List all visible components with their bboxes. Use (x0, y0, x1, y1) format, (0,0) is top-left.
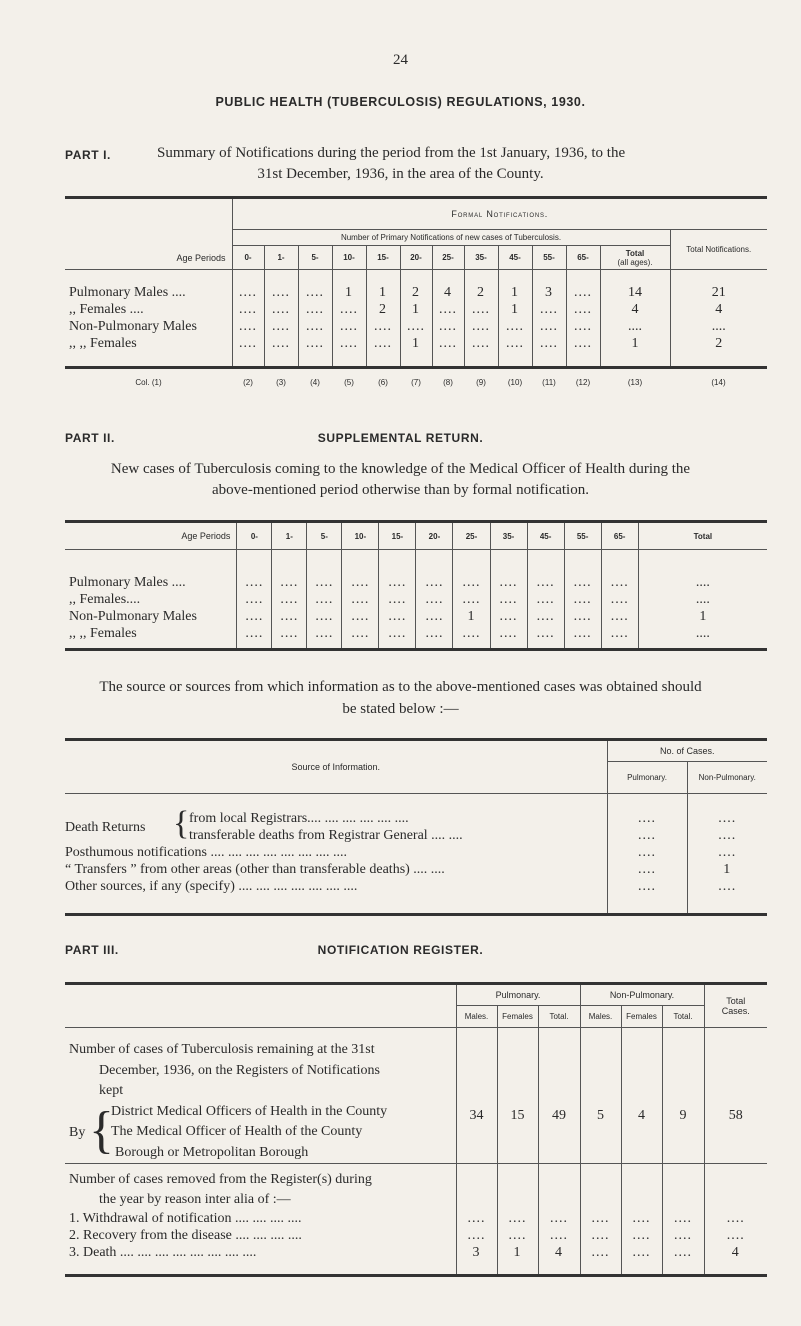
p1-age-col: 0- (232, 246, 264, 270)
cases-header: No. of Cases. (607, 740, 767, 762)
column-number: (4) (310, 378, 320, 387)
register-subcol: Females (621, 1006, 662, 1028)
p1-cell: .... (264, 284, 298, 301)
primary-notifications-header: Number of Primary Notifications of new cases of Tuberculosis. (232, 230, 670, 246)
register-subcol: Males. (580, 1006, 621, 1028)
p2-cell: .... (307, 625, 342, 642)
p1-age-col: 10- (332, 246, 366, 270)
p2-cell: .... (379, 625, 416, 642)
p1-age-col: 20- (400, 246, 432, 270)
p1-cell: .... (566, 301, 600, 318)
page-number: 24 (393, 52, 408, 68)
p2-cell: .... (601, 625, 638, 642)
p1-age-col: 55- (532, 246, 566, 270)
p2-total-header: Total (638, 522, 767, 550)
nonpulmonary-header: Non-Pulmonary. (687, 762, 767, 794)
p1-cell: 1 (400, 335, 432, 352)
p1-row-label: Non-Pulmonary Males (69, 318, 197, 334)
removed-value: .... (662, 1227, 704, 1244)
p1-cell: .... (566, 335, 600, 352)
source-label: Other sources, if any (specify) .... .... .... .... .... .... .... (65, 878, 358, 894)
remaining-line3: kept (99, 1083, 124, 1098)
removed-value: .... (621, 1227, 662, 1244)
part1-table (65, 196, 767, 369)
p1-total-cell: .... (600, 318, 670, 335)
removed-value: .... (580, 1227, 621, 1244)
p1-cell: .... (332, 318, 366, 335)
p2-row-label: Non-Pulmonary Males (69, 608, 197, 624)
p2-cell: 1 (453, 608, 490, 625)
source-nonpulmonary: .... (687, 810, 767, 827)
column-number: (8) (443, 378, 453, 387)
p1-cell: .... (366, 318, 400, 335)
part2-heading: SUPPLEMENTAL RETURN. (317, 431, 484, 445)
p2-cell: .... (564, 625, 601, 642)
source-label: transferable deaths from Registrar General .... .... (189, 827, 463, 843)
p2-cell: .... (272, 608, 307, 625)
p2-cell: .... (342, 574, 379, 591)
p2-cell: .... (527, 574, 564, 591)
p1-cell: .... (498, 318, 532, 335)
p2-total-cell: .... (638, 625, 767, 642)
p2-cell: .... (416, 608, 453, 625)
p2-cell: .... (237, 625, 272, 642)
source-header: Source of Information. (291, 762, 381, 772)
p1-total-cell: 14 (600, 284, 670, 301)
column-number: (6) (378, 378, 388, 387)
part1-intro-line1: Summary of Notifications during the period from the 1st January, 1936, to the (157, 145, 626, 161)
p2-cell: .... (601, 574, 638, 591)
p1-notif-cell: 21 (670, 284, 767, 301)
by-line1: District Medical Officers of Health in the County (111, 1103, 388, 1119)
removed-value: .... (621, 1244, 662, 1261)
register-nonpulmonary-header: Non-Pulmonary. (580, 984, 704, 1006)
p1-cell: .... (432, 335, 464, 352)
source-intro-line1: The source or sources from which information as to the above-mentioned cases was obtained should (99, 679, 702, 695)
p2-cell: .... (453, 574, 490, 591)
death-returns-label: Death Returns (65, 819, 146, 835)
p1-cell: .... (464, 301, 498, 318)
formal-notifications-header: Formal Notifications. (232, 198, 767, 230)
p1-cell: .... (264, 301, 298, 318)
part3-heading: NOTIFICATION REGISTER. (317, 943, 484, 957)
p1-notif-cell: .... (670, 318, 767, 335)
p1-cell: 2 (400, 284, 432, 301)
p1-cell: .... (264, 318, 298, 335)
removed-value: .... (456, 1227, 497, 1244)
p1-cell: .... (464, 335, 498, 352)
source-label: “ Transfers ” from other areas (other than transferable deaths) .... .... (65, 861, 445, 877)
pulmonary-header: Pulmonary. (607, 762, 687, 794)
p2-row-label: Pulmonary Males .... (69, 574, 186, 590)
register-pulmonary-header: Pulmonary. (456, 984, 580, 1006)
p2-cell: .... (379, 608, 416, 625)
register-subcol: Total. (662, 1006, 704, 1028)
p1-total-label: Total (625, 248, 645, 258)
p2-cell: .... (379, 574, 416, 591)
p1-cell: .... (366, 335, 400, 352)
p1-cell: 2 (464, 284, 498, 301)
p2-age-col: 35- (490, 522, 527, 550)
column-number: Col. (1) (135, 378, 162, 387)
p1-cell: .... (332, 301, 366, 318)
part2-intro-line1: New cases of Tuberculosis coming to the knowledge of the Medical Officer of Health during the (110, 461, 691, 477)
register-subcol: Females (497, 1006, 538, 1028)
p1-cell: .... (298, 284, 332, 301)
p1-age-col: 65- (566, 246, 600, 270)
part2-label: PART II. (65, 431, 115, 445)
p1-cell: .... (532, 301, 566, 318)
source-intro-line2: be stated below :— (342, 701, 459, 717)
p1-cell: .... (566, 284, 600, 301)
part3-label: PART III. (65, 943, 119, 957)
p2-cell: .... (272, 591, 307, 608)
p2-total-cell: .... (638, 591, 767, 608)
p2-cell: .... (453, 591, 490, 608)
remaining-value: 49 (538, 1028, 580, 1164)
by-line3: Borough or Metropolitan Borough (115, 1144, 309, 1160)
removed-value: .... (621, 1210, 662, 1227)
removed-value: .... (704, 1227, 767, 1244)
source-pulmonary: .... (607, 878, 687, 895)
p2-age-col: 45- (527, 522, 564, 550)
p1-cell: .... (298, 301, 332, 318)
remaining-value: 9 (662, 1028, 704, 1164)
p1-row-label: Pulmonary Males .... (69, 284, 186, 300)
p1-cell: .... (400, 318, 432, 335)
p2-cell: .... (416, 625, 453, 642)
p1-cell: .... (498, 335, 532, 352)
p1-age-col: 45- (498, 246, 532, 270)
column-number: (13) (627, 378, 643, 387)
p1-cell: .... (264, 335, 298, 352)
column-number: (7) (411, 378, 421, 387)
p2-cell: .... (527, 625, 564, 642)
removed-value: .... (580, 1244, 621, 1261)
removed-line2: the year by reason inter alia of :— (99, 1192, 291, 1207)
p1-notif-cell: 2 (670, 335, 767, 352)
page-title: PUBLIC HEALTH (TUBERCULOSIS) REGULATIONS, 1930. (215, 95, 586, 109)
removed-line1: Number of cases removed from the Register(s) during (69, 1172, 372, 1187)
p2-cell: .... (307, 591, 342, 608)
removed-row-label: 1. Withdrawal of notification .... .... .... .... (69, 1211, 302, 1226)
column-number: (3) (276, 378, 286, 387)
removed-value: .... (538, 1210, 580, 1227)
p2-age-col: 25- (453, 522, 490, 550)
p2-cell: .... (490, 574, 527, 591)
p1-cell: .... (532, 335, 566, 352)
register-subcol: Total. (538, 1006, 580, 1028)
p1-cell: 4 (432, 284, 464, 301)
p2-cell: .... (342, 625, 379, 642)
removed-value: 3 (456, 1244, 497, 1261)
remaining-line2: December, 1936, on the Registers of Notifications (99, 1062, 380, 1078)
removed-value: 4 (704, 1244, 767, 1261)
p2-total-cell: .... (638, 574, 767, 591)
source-pulmonary: .... (607, 827, 687, 844)
source-label: from local Registrars.... .... .... .... .... .... (189, 810, 409, 826)
register-total-header: Total Cases. (704, 984, 767, 1028)
by-line2: The Medical Officer of Health of the County (111, 1124, 363, 1139)
removed-description (65, 1164, 456, 1211)
p2-cell: .... (416, 574, 453, 591)
p2-total-cell: 1 (638, 608, 767, 625)
source-nonpulmonary: .... (687, 844, 767, 861)
p1-cell: .... (332, 335, 366, 352)
remaining-value: 4 (621, 1028, 662, 1164)
remaining-line1: Number of cases of Tuberculosis remaining at the 31st (69, 1042, 375, 1057)
p2-cell: .... (601, 591, 638, 608)
column-number: (9) (476, 378, 486, 387)
p2-age-col: 55- (564, 522, 601, 550)
p1-cell: .... (298, 318, 332, 335)
p1-notif-cell: 4 (670, 301, 767, 318)
column-number: (5) (344, 378, 354, 387)
p1-total-header (600, 246, 670, 270)
source-nonpulmonary: .... (687, 878, 767, 895)
p2-age-col: 1- (272, 522, 307, 550)
source-pulmonary: .... (607, 810, 687, 827)
remaining-value: 5 (580, 1028, 621, 1164)
p2-cell: .... (527, 591, 564, 608)
part2-intro-line2: above-mentioned period otherwise than by formal notification. (212, 482, 589, 498)
p1-total-cell: 4 (600, 301, 670, 318)
remaining-description (65, 1028, 456, 1164)
removed-value: .... (662, 1210, 704, 1227)
source-pulmonary: .... (607, 861, 687, 878)
p1-cell: .... (566, 318, 600, 335)
part2-table (65, 520, 767, 651)
p2-cell: .... (307, 574, 342, 591)
source-pulmonary: .... (607, 844, 687, 861)
p2-cell: .... (453, 625, 490, 642)
p1-cell: .... (464, 318, 498, 335)
p1-age-col: 15- (366, 246, 400, 270)
removed-value: .... (704, 1210, 767, 1227)
removed-value: .... (456, 1210, 497, 1227)
p2-age-col: 15- (379, 522, 416, 550)
p1-row-label: ,, ,, Females (69, 335, 137, 351)
p2-cell: .... (237, 608, 272, 625)
p2-cell: .... (272, 625, 307, 642)
p1-cell: .... (232, 301, 264, 318)
column-number: (10) (507, 378, 523, 387)
column-number: (11) (542, 378, 556, 387)
register-subcol: Males. (456, 1006, 497, 1028)
by-label: By (69, 1124, 86, 1140)
register-table (65, 982, 767, 1277)
remaining-value: 15 (497, 1028, 538, 1164)
p2-cell: .... (416, 591, 453, 608)
p2-cell: .... (527, 608, 564, 625)
p1-total-cell: 1 (600, 335, 670, 352)
removed-row-label: 3. Death .... .... .... .... .... .... .... .... (69, 1245, 257, 1260)
p1-age-col: 1- (264, 246, 298, 270)
p1-age-col: 5- (298, 246, 332, 270)
removed-value: .... (538, 1227, 580, 1244)
p2-cell: .... (342, 591, 379, 608)
p1-cell: .... (232, 318, 264, 335)
p1-cell: .... (432, 301, 464, 318)
source-nonpulmonary: .... (687, 827, 767, 844)
p2-cell: .... (342, 608, 379, 625)
p2-cell: .... (272, 574, 307, 591)
p2-cell: .... (564, 574, 601, 591)
p1-age-col: 25- (432, 246, 464, 270)
p2-cell: .... (564, 608, 601, 625)
p2-cell: .... (490, 625, 527, 642)
p2-age-col: 20- (416, 522, 453, 550)
remaining-value: 58 (704, 1028, 767, 1164)
removed-row-label: 2. Recovery from the disease .... .... .... .... (69, 1228, 302, 1243)
p2-cell: .... (237, 574, 272, 591)
age-periods-header: Age Periods (176, 253, 226, 263)
p1-cell: 1 (498, 301, 532, 318)
source-nonpulmonary: 1 (687, 861, 767, 878)
p1-cell: .... (298, 335, 332, 352)
p2-cell: .... (490, 591, 527, 608)
removed-value: 1 (497, 1244, 538, 1261)
p1-cell: 1 (400, 301, 432, 318)
p1-cell: 1 (498, 284, 532, 301)
p2-age-col: 0- (237, 522, 272, 550)
removed-value: .... (662, 1244, 704, 1261)
p2-cell: .... (307, 608, 342, 625)
p1-cell: 2 (366, 301, 400, 318)
p2-row-label: ,, Females.... (69, 591, 141, 607)
p2-cell: .... (601, 608, 638, 625)
column-number: (14) (711, 378, 726, 387)
p1-cell: 1 (332, 284, 366, 301)
p2-cell: .... (490, 608, 527, 625)
column-number: (2) (243, 378, 253, 387)
remaining-value: 34 (456, 1028, 497, 1164)
p1-cell: .... (232, 335, 264, 352)
part1-column-numbers (65, 378, 767, 387)
removed-value: 4 (538, 1244, 580, 1261)
source-label: Posthumous notifications .... .... .... .... .... .... .... .... (65, 844, 347, 860)
p1-age-col: 35- (464, 246, 498, 270)
removed-value: .... (497, 1210, 538, 1227)
p1-row-label: ,, Females .... (69, 301, 144, 317)
p2-age-col: 10- (342, 522, 379, 550)
column-number: (12) (575, 378, 591, 387)
p1-total-sublabel: (all ages). (617, 257, 653, 267)
brace-icon: { (89, 1101, 114, 1159)
p2-cell: .... (237, 591, 272, 608)
part1-label: PART I. (65, 148, 111, 162)
p1-cell: 1 (366, 284, 400, 301)
removed-value: .... (497, 1227, 538, 1244)
part1-intro-line2: 31st December, 1936, in the area of the County. (257, 166, 544, 182)
brace-icon: { (173, 804, 190, 842)
p2-row-label: ,, ,, Females (69, 625, 137, 641)
p2-age-periods-header: Age Periods (181, 531, 231, 541)
p2-cell: .... (379, 591, 416, 608)
p1-cell: 3 (532, 284, 566, 301)
p2-age-col: 65- (601, 522, 638, 550)
p1-cell: .... (232, 284, 264, 301)
p2-age-col: 5- (307, 522, 342, 550)
p1-cell: .... (532, 318, 566, 335)
p2-cell: .... (564, 591, 601, 608)
total-notifications-header: Total Notifications. (670, 230, 767, 270)
p1-cell: .... (432, 318, 464, 335)
sources-table (65, 738, 767, 916)
removed-value: .... (580, 1210, 621, 1227)
